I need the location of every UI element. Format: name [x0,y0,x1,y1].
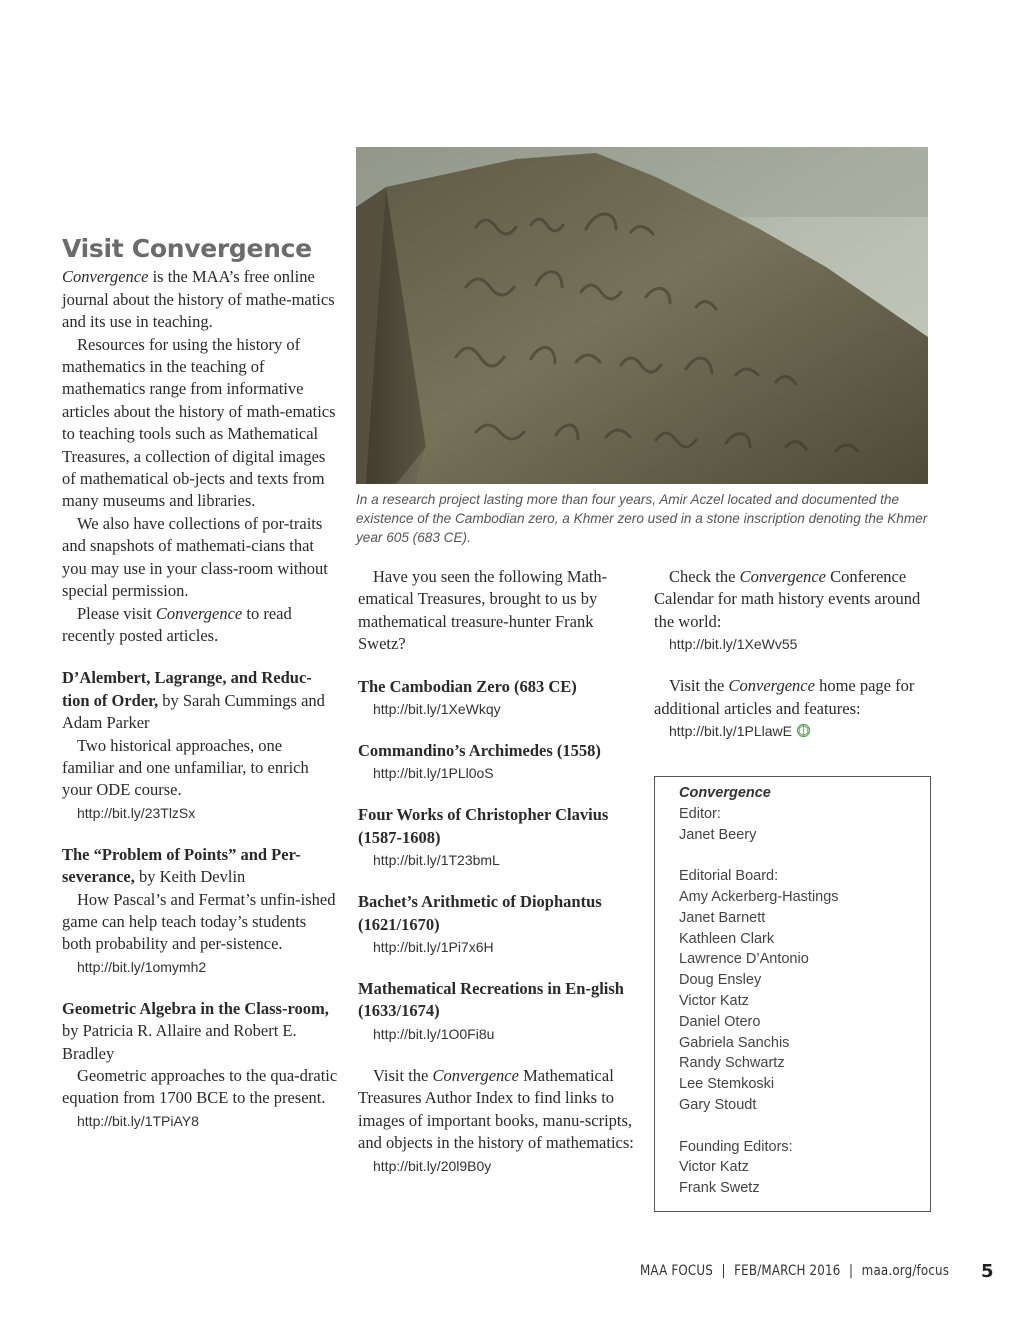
treasures-intro: Have you seen the following Math-ematical Treasures, brought to us by mathematical treasure-hunter Frank Swetz? [358,567,608,654]
board-member: Gary Stoudt [679,1096,757,1113]
journal-name: Convergence [679,785,771,801]
sidebar-portraits-paragraph: We also have collections of por-traits and snapshots of mathemati-cians that you may use in your class-room without special permission. [62,513,328,601]
board-member: Lawrence D’Antonio [679,951,809,968]
board-member: Lee Stemkoski [679,1076,775,1093]
article-description: How Pascal’s and Fermat’s unfin-ished game can help teach today’s students both probability and per-sistence. [62,889,336,954]
stone-inscription-photo [356,147,928,484]
stone-inscription-image [356,147,928,484]
editorial-board-label: Editorial Board: [679,868,779,885]
convergence-links-column [654,566,932,744]
home-page-link-row [654,720,932,744]
founding-editors-label: Founding Editors: [679,1138,793,1155]
photo-caption: In a research project lasting more than four years, Amir Aczel located and documented the existence of the Cambodian zero, a Khmer zero used in a stone inscription denoting the Khmer year 605 (683 CE). [356,492,928,545]
treasure-link[interactable]: http://bit.ly/1O0Fi8u [373,1025,495,1042]
board-member: Daniel Otero [679,1013,761,1030]
author-index-paragraph: Visit the Convergence Mathematical Treasures Author Index to find links to images of important books, manu-scripts, and objects in the history of mathematics: [358,1065,634,1153]
board-member: Janet Barnett [679,909,766,926]
editorial-board-box [654,776,931,1212]
article-link[interactable]: http://bit.ly/1omymh2 [77,958,207,975]
board-member: Doug Ensley [679,972,762,989]
board-member: Gabriela Sanchis [679,1034,790,1051]
board-member: Kathleen Clark [679,930,775,947]
treasure-link[interactable]: http://bit.ly/1T23bmL [373,852,500,869]
treasures-column [358,566,636,1177]
founding-editor: Victor Katz [679,1159,749,1176]
sidebar-column [62,234,338,1132]
treasure-title: Bachet’s Arithmetic of Diophantus (1621/1670) [358,892,602,934]
article-link[interactable]: http://bit.ly/1TPiAY8 [77,1112,199,1129]
board-member: Randy Schwartz [679,1055,785,1072]
treasure-title: Mathematical Recreations in En-glish (1633/1674) [358,979,624,1021]
website-link[interactable]: maa.org/focus [861,1263,950,1279]
sidebar-intro: Convergence is the MAA’s free online journal about the history of mathe-matics and its use in teaching. [62,267,335,332]
article-title: The “Problem of Points” and Per-severance, by Keith Devlin [62,844,301,887]
maa-end-mark-icon [796,722,811,744]
magazine-name: MAA FOCUS [640,1263,713,1279]
article-description: Two historical approaches, one familiar and one unfamiliar, to enrich your ODE course. [62,735,309,800]
page-number: 5 [981,1261,994,1282]
sidebar-visit-paragraph: Please visit Convergence to read recently posted articles. [62,603,292,645]
article-description: Geometric approaches to the qua-dratic equation from 1700 BCE to the present. [62,1066,338,1108]
calendar-paragraph: Check the Convergence Conference Calendar for math history events around the world: [654,567,921,631]
treasure-title: Commandino’s Archimedes (1558) [358,741,601,761]
board-member: Victor Katz [679,992,749,1009]
founding-editor: Frank Swetz [679,1180,760,1197]
calendar-link[interactable]: http://bit.ly/1XeWv55 [669,636,798,653]
editor-name: Janet Beery [679,826,757,843]
article-title: Geometric Algebra in the Class-room, by Patricia R. Allaire and Robert E. Bradley [62,998,329,1063]
article-link[interactable]: http://bit.ly/23TlzSx [77,804,196,821]
sidebar-heading: Visit Convergence [62,234,312,263]
page-footer: MAA FOCUS | FEB/MARCH 2016 | maa.org/focus [640,1263,950,1279]
treasure-link[interactable]: http://bit.ly/1Pi7x6H [373,939,494,956]
home-page-paragraph: Visit the Convergence home page for additional articles and features: [654,676,915,718]
editor-label: Editor: [679,805,721,822]
home-page-link[interactable]: http://bit.ly/1PLlawE [669,723,792,740]
treasure-link[interactable]: http://bit.ly/1XeWkqy [373,701,501,718]
treasure-title: Four Works of Christopher Clavius (1587-1608) [358,805,609,847]
treasure-title: The Cambodian Zero (683 CE) [358,676,577,696]
treasure-link[interactable]: http://bit.ly/1PLl0oS [373,765,494,782]
journal-name: Convergence [62,267,149,287]
board-member: Amy Ackerberg-Hastings [679,888,839,905]
issue-date: FEB/MARCH 2016 [734,1263,841,1279]
sidebar-resources-paragraph: Resources for using the history of mathematics in the teaching of mathematics range from informative articles about the history of math-ematics to teaching tools such as Mathematical Treasures, a collection of digital images of mathematical ob-jects and texts from many museums and libraries. [62,334,336,511]
author-index-link[interactable]: http://bit.ly/20l9B0y [373,1157,492,1174]
article-title: D’Alembert, Lagrange, and Reduc-tion of Order, by Sarah Cummings and Adam Parker [62,668,325,733]
